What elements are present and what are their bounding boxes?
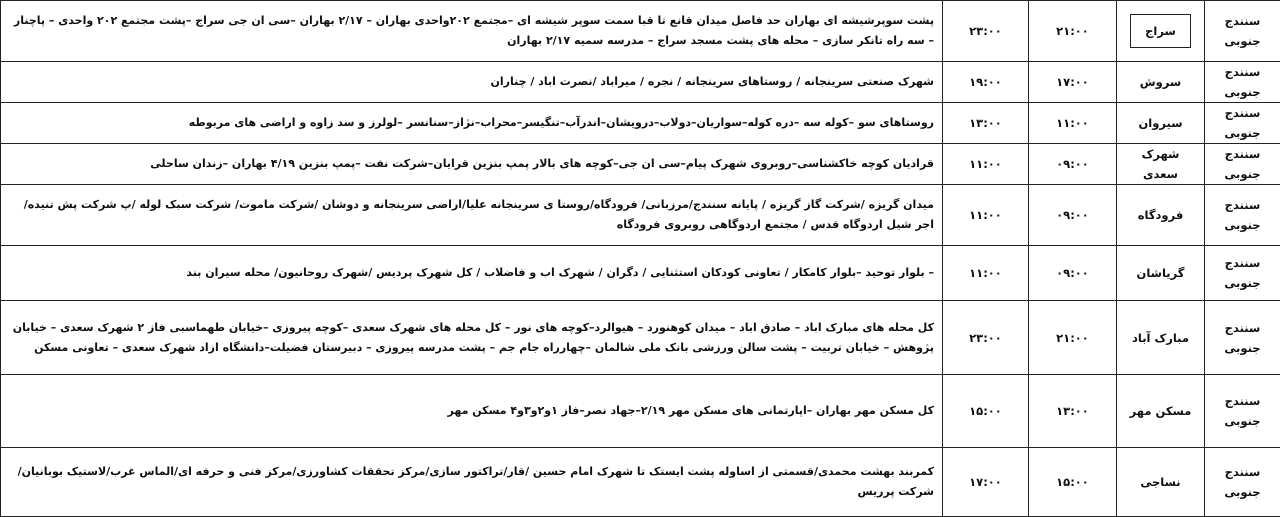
table-row [1, 1, 1280, 62]
table-row [1, 144, 1280, 185]
table-row [1, 448, 1280, 517]
end-time-cell: ۱۷:۰۰ [943, 448, 1029, 517]
area-cell: گریاشان [1117, 246, 1205, 301]
area-cell: نساجی [1117, 448, 1205, 517]
table-body [1, 1, 1280, 517]
table-row [1, 375, 1280, 448]
region-cell: سنندج جنوبی [1205, 246, 1280, 301]
end-time-cell: ۱۱:۰۰ [943, 185, 1029, 246]
region-cell: سنندج جنوبی [1205, 144, 1280, 185]
region-cell: سنندج جنوبی [1205, 62, 1280, 103]
addresses-cell: روستاهای سو –کوله سه –دره کوله–سواریان–دولاب–درویشان–اندرآب–تنگیسر–محراب–نژاز–سنانسر –لولرز و سد زاوه و اراضی های مربوطه [1, 103, 943, 144]
area-cell: سیروان [1117, 103, 1205, 144]
addresses-cell: – بلوار توحید –بلوار کامکار / تعاونی کودکان استثنایی / دگران / شهرک اب و فاضلاب / کل شهرک پردیس /شهرک روحانیون/ محله سیران بند [1, 246, 943, 301]
area-label: سراج [1130, 14, 1191, 48]
addresses-cell: کل محله های مبارک اباد – صادق اباد – میدان کوهنورد – هیوالرد–کوچه های نور – کل محله های شهرک سعدی –کوچه پیروزی –خیابان طهماسبی فاز ۲ شهرک سعدی – خیابان پژوهش – خیابان تربیت – پشت سالن ورزشی بانک ملی شالمان –چهارراه جام جم – پشت مدرسه پیروزی – دبیرستان فضیلت–دانشگاه ازاد شهرک سعدی – تعاونی مسکن [1, 301, 943, 375]
end-time-cell: ۲۳:۰۰ [943, 301, 1029, 375]
area-cell [1117, 1, 1205, 62]
end-time-cell: ۱۱:۰۰ [943, 144, 1029, 185]
table-row [1, 301, 1280, 375]
start-time-cell: ۲۱:۰۰ [1029, 1, 1117, 62]
start-time-cell: ۰۹:۰۰ [1029, 185, 1117, 246]
area-cell: فرودگاه [1117, 185, 1205, 246]
addresses-cell: شهرک صنعتی سرینجانه / روستاهای سرینجانه / نجره / میراباد /نصرت اباد / چناران [1, 62, 943, 103]
area-cell: مسکن مهر [1117, 375, 1205, 448]
addresses-cell: میدان گریزه /شرکت گاز گریزه / پایانه سنندج/مرزبانی/ فرودگاه/روستا ی سرینجانه علیا/اراضی سرینجانه و دوشان /شرکت ماموت/ شرکت سبک لوله /پ شرکت پش تنیده/اجر شیل اردوگاه قدس / مجتمع اردوگاهی روبروی فرودگاه [1, 185, 943, 246]
start-time-cell: ۱۷:۰۰ [1029, 62, 1117, 103]
end-time-cell: ۱۳:۰۰ [943, 103, 1029, 144]
region-cell: سنندج جنوبی [1205, 1, 1280, 62]
end-time-cell: ۱۹:۰۰ [943, 62, 1029, 103]
start-time-cell: ۱۳:۰۰ [1029, 375, 1117, 448]
area-cell: مبارک آباد [1117, 301, 1205, 375]
area-cell: شهرک سعدی [1117, 144, 1205, 185]
start-time-cell: ۰۹:۰۰ [1029, 246, 1117, 301]
region-cell: سنندج جنوبی [1205, 375, 1280, 448]
end-time-cell: ۱۱:۰۰ [943, 246, 1029, 301]
table-row [1, 185, 1280, 246]
start-time-cell: ۲۱:۰۰ [1029, 301, 1117, 375]
region-cell: سنندج جنوبی [1205, 103, 1280, 144]
addresses-cell: کل مسکن مهر بهاران –اپارتمانی های مسکن مهر ۲/۱۹–جهاد نصر–فاز ۱و۲و۳و۴ مسکن مهر [1, 375, 943, 448]
addresses-cell: قرادیان کوچه خاکشناسی–روبروی شهرک پیام–سی ان جی–کوچه های بالار پمپ بنزین قرایان–شرکت نفت –پمپ بنزین ۴/۱۹ بهاران –زندان ساحلی [1, 144, 943, 185]
start-time-cell: ۱۵:۰۰ [1029, 448, 1117, 517]
end-time-cell: ۲۳:۰۰ [943, 1, 1029, 62]
start-time-cell: ۱۱:۰۰ [1029, 103, 1117, 144]
start-time-cell: ۰۹:۰۰ [1029, 144, 1117, 185]
table-row [1, 62, 1280, 103]
addresses-cell: کمربند بهشت محمدی/قسمتی از اساوله پشت ایستک تا شهرک امام حسین /قار/تراکتور سازی/مرکز تحققات کشاورزی/مرکز فنی و حرفه ای/الماس غرب/لاستیک بوبانیان/شرکت پرریس [1, 448, 943, 517]
table-row [1, 246, 1280, 301]
end-time-cell: ۱۵:۰۰ [943, 375, 1029, 448]
region-cell: سنندج جنوبی [1205, 185, 1280, 246]
area-cell: سروش [1117, 62, 1205, 103]
region-cell: سنندج جنوبی [1205, 301, 1280, 375]
addresses-cell: پشت سوپرشیشه ای بهاران حد فاصل میدان قانع تا قبا سمت سوپر شیشه ای –مجتمع ۲۰۲واحدی بهاران – ۲/۱۷ بهاران –سی ان جی سراج –پشت مجتمع ۲۰۲ واحدی – پاچنار – سه راه تانکر سازی – محله های پشت مسجد سراج – مدرسه سمیه ۲/۱۷ بهاران [1, 1, 943, 62]
region-cell: سنندج جنوبی [1205, 448, 1280, 517]
table-row [1, 103, 1280, 144]
